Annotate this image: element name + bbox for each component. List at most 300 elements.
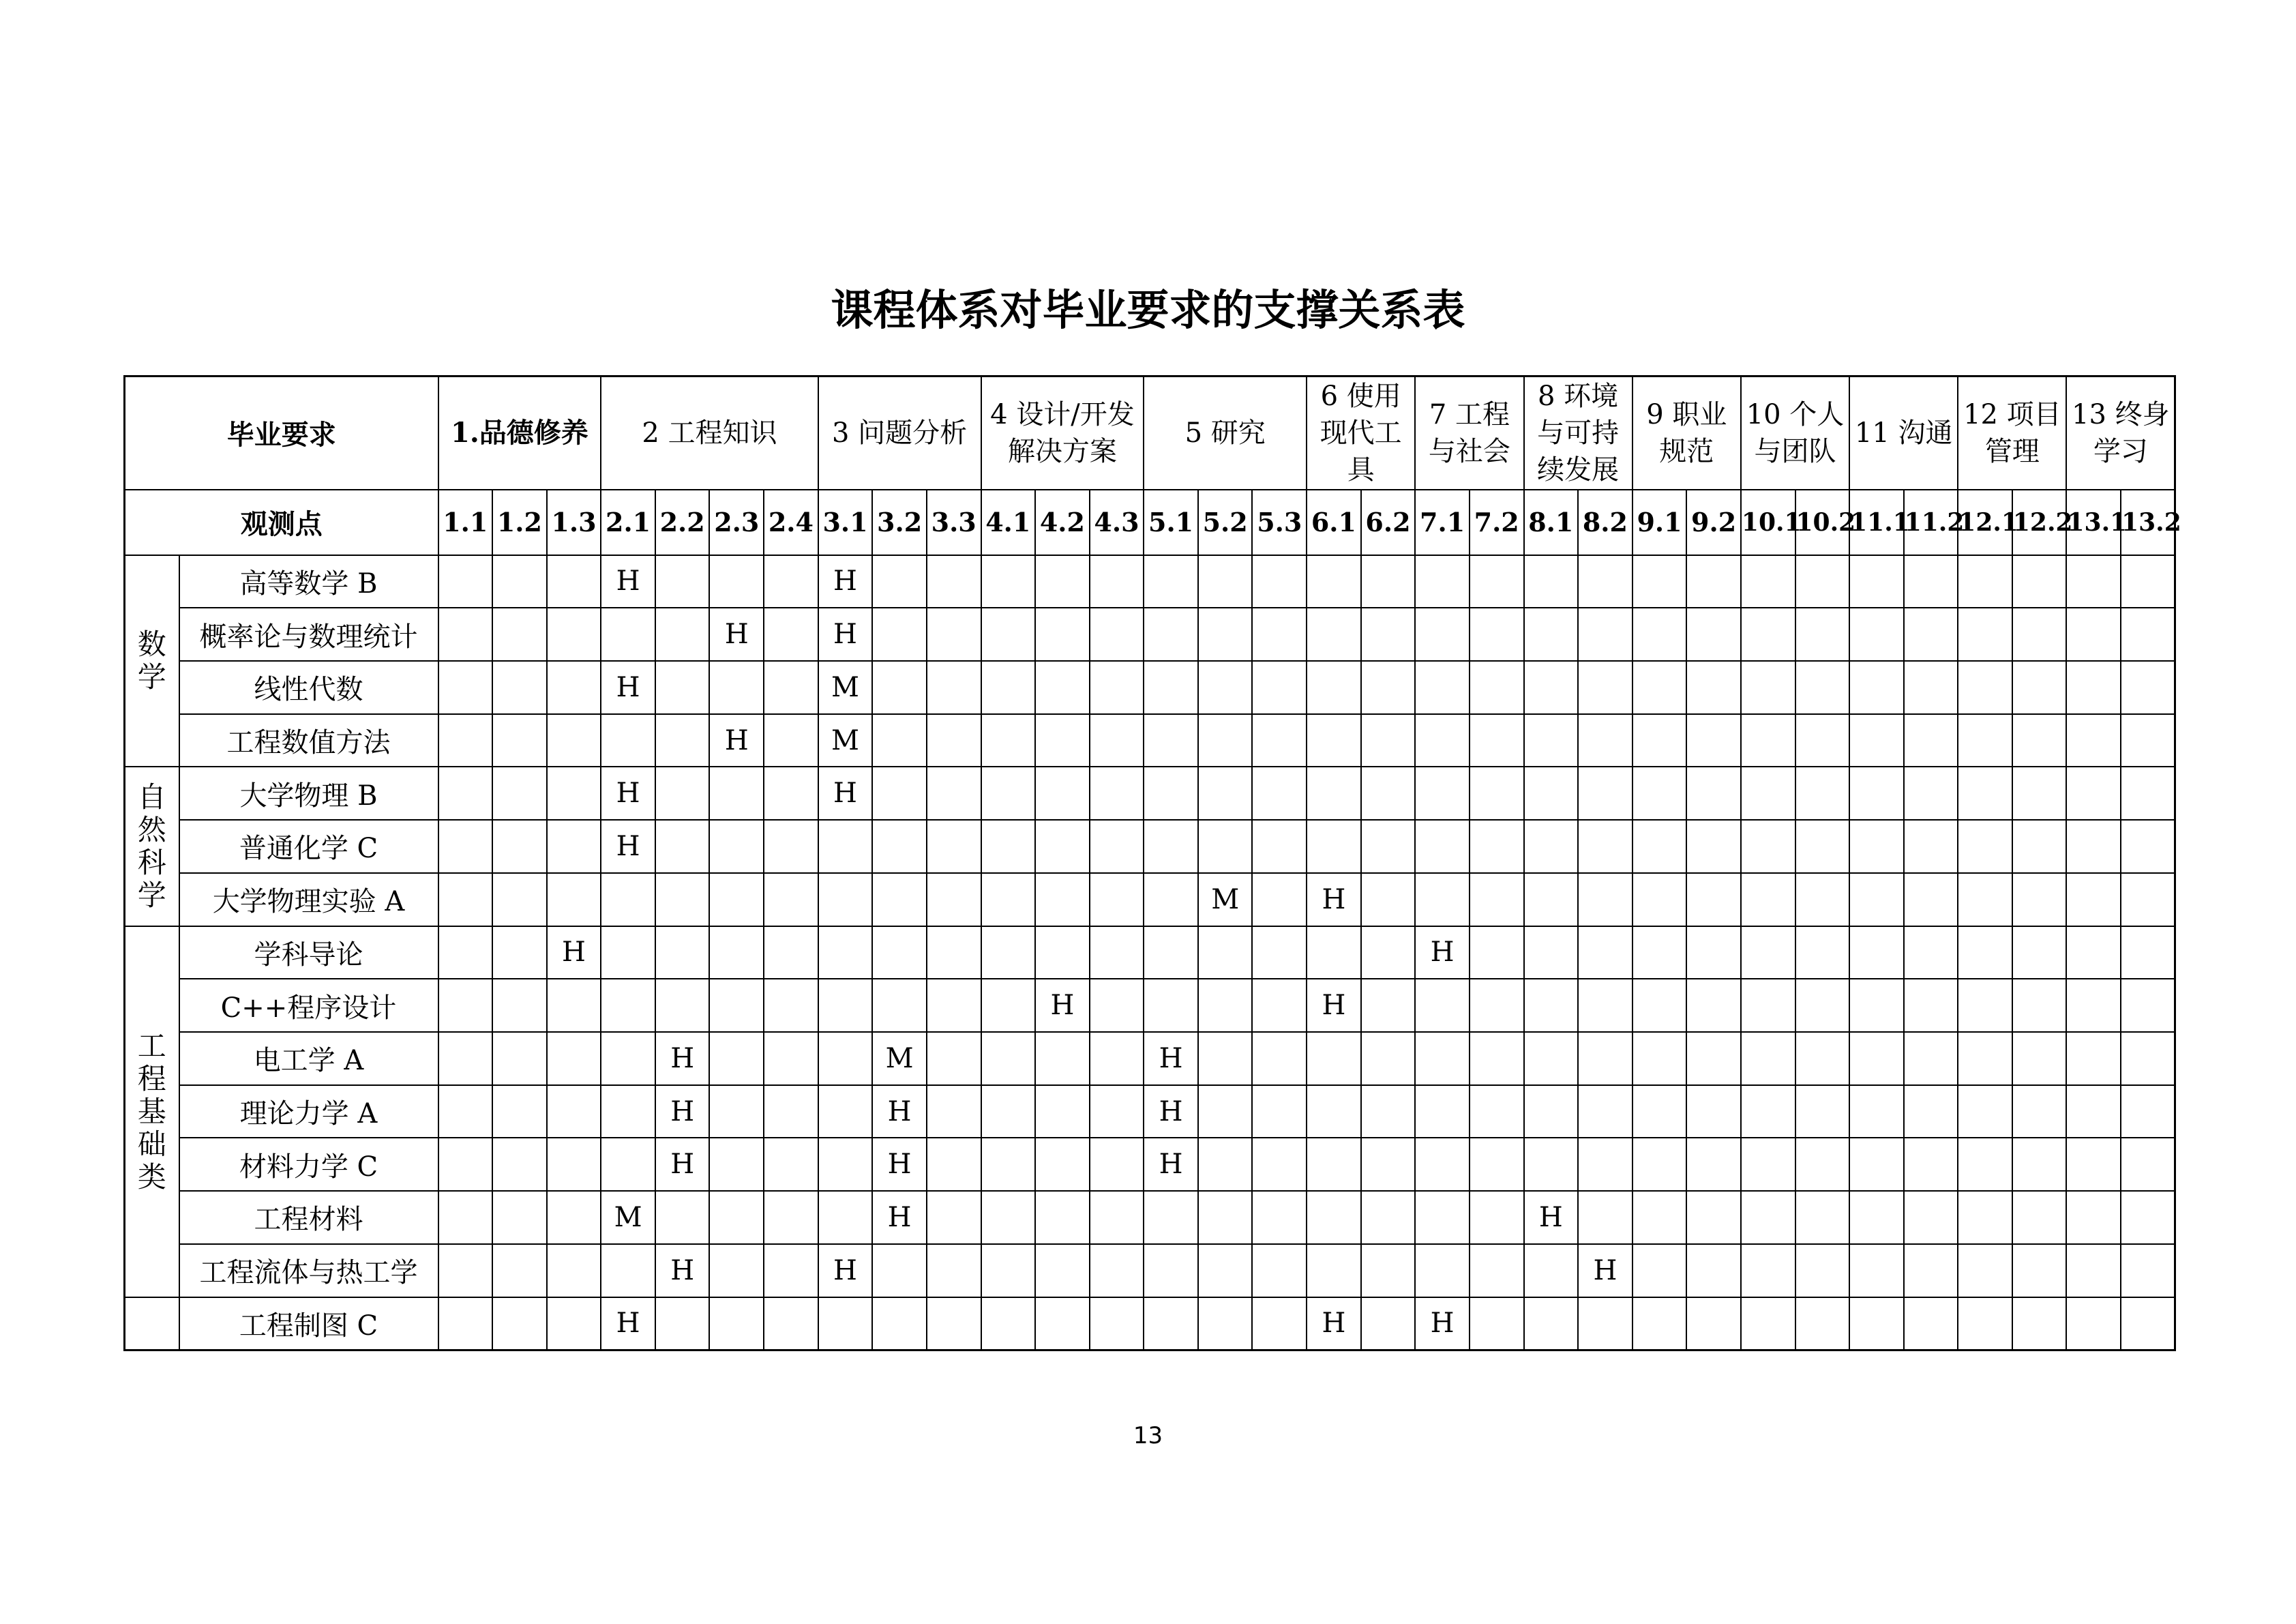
- support-level-cell: [1958, 873, 2012, 926]
- support-level-cell: [1524, 873, 1579, 926]
- support-level-cell: [1686, 1191, 1741, 1244]
- support-level-cell: [764, 873, 818, 926]
- observation-point: 2.4: [764, 490, 818, 555]
- support-level-cell: [1144, 608, 1198, 661]
- support-level-cell: [927, 714, 981, 767]
- observation-point: 9.1: [1632, 490, 1687, 555]
- support-level-cell: [1090, 555, 1144, 608]
- support-level-cell: [655, 661, 710, 714]
- support-level-cell: [1849, 661, 1904, 714]
- support-level-cell: M: [872, 1032, 927, 1085]
- support-level-cell: [1144, 926, 1198, 979]
- support-level-cell: [1361, 661, 1416, 714]
- support-level-cell: [438, 714, 493, 767]
- support-level-cell: [1958, 767, 2012, 820]
- support-level-cell: [1524, 820, 1579, 873]
- support-level-cell: [2121, 608, 2175, 661]
- support-level-cell: [927, 873, 981, 926]
- support-level-cell: [547, 979, 601, 1032]
- requirement-header: 9 职业规范: [1632, 377, 1741, 490]
- support-level-cell: [492, 661, 547, 714]
- support-level-cell: [1849, 714, 1904, 767]
- support-level-cell: [1795, 767, 1850, 820]
- support-level-cell: H: [818, 555, 873, 608]
- support-level-cell: M: [1198, 873, 1253, 926]
- support-level-cell: [1686, 1244, 1741, 1297]
- support-level-cell: [1252, 873, 1307, 926]
- support-level-cell: [1361, 873, 1416, 926]
- observation-point: 4.2: [1035, 490, 1090, 555]
- support-level-cell: [1198, 1191, 1253, 1244]
- support-level-cell: [1470, 979, 1524, 1032]
- table-row: [125, 873, 2175, 926]
- support-level-cell: [492, 979, 547, 1032]
- support-level-cell: [1741, 555, 1795, 608]
- support-level-cell: [764, 1191, 818, 1244]
- support-level-cell: [1252, 1244, 1307, 1297]
- table-row: [125, 1085, 2175, 1138]
- support-level-cell: [981, 661, 1036, 714]
- support-level-cell: [709, 926, 764, 979]
- support-level-cell: [818, 979, 873, 1032]
- table-row: [125, 661, 2175, 714]
- support-level-cell: [438, 1138, 493, 1191]
- support-level-cell: [1958, 1191, 2012, 1244]
- support-level-cell: [1307, 767, 1361, 820]
- support-level-cell: [1686, 555, 1741, 608]
- support-level-cell: H: [1415, 1297, 1470, 1350]
- support-level-cell: [2012, 1244, 2067, 1297]
- document-title: 课程体系对毕业要求的支撑关系表: [831, 285, 1465, 335]
- support-level-cell: [601, 714, 655, 767]
- support-level-cell: [492, 1244, 547, 1297]
- support-level-cell: [2066, 1138, 2121, 1191]
- course-name: 大学物理实验 A: [179, 873, 438, 926]
- support-level-cell: [1741, 714, 1795, 767]
- support-level-cell: [1741, 767, 1795, 820]
- course-name: 高等数学 B: [179, 555, 438, 608]
- support-level-cell: [655, 1191, 710, 1244]
- support-level-cell: H: [1307, 873, 1361, 926]
- support-level-cell: [764, 1297, 818, 1350]
- support-level-cell: [1849, 1244, 1904, 1297]
- requirement-header: 1.品德修养: [438, 377, 601, 490]
- support-level-cell: [1904, 661, 1958, 714]
- support-level-cell: [1795, 1297, 1850, 1350]
- support-level-cell: [927, 1032, 981, 1085]
- support-level-cell: [1144, 979, 1198, 1032]
- observation-point: 9.2: [1686, 490, 1741, 555]
- support-level-cell: [1252, 820, 1307, 873]
- support-level-cell: [1470, 1138, 1524, 1191]
- support-level-cell: [1904, 873, 1958, 926]
- support-level-cell: [1795, 608, 1850, 661]
- requirement-header: 4 设计/开发解决方案: [981, 377, 1144, 490]
- support-level-cell: [1795, 1138, 1850, 1191]
- observation-point: 11.1: [1849, 490, 1904, 555]
- support-level-cell: [1686, 820, 1741, 873]
- support-level-cell: [1632, 979, 1687, 1032]
- support-level-cell: [2121, 979, 2175, 1032]
- support-level-cell: [1958, 1138, 2012, 1191]
- support-level-cell: [1741, 661, 1795, 714]
- support-level-cell: [1958, 979, 2012, 1032]
- table-row: [125, 979, 2175, 1032]
- table-row: [125, 926, 2175, 979]
- support-level-cell: M: [818, 714, 873, 767]
- course-category-label: 工程基础类: [137, 1029, 166, 1194]
- support-level-cell: H: [601, 1297, 655, 1350]
- support-level-cell: [927, 979, 981, 1032]
- support-level-cell: [1958, 714, 2012, 767]
- support-level-cell: H: [709, 608, 764, 661]
- observation-point: 11.2: [1904, 490, 1958, 555]
- support-level-cell: [1524, 979, 1579, 1032]
- support-level-cell: [709, 1085, 764, 1138]
- support-level-cell: [492, 555, 547, 608]
- observation-point: 1.1: [438, 490, 493, 555]
- support-level-cell: [1904, 1244, 1958, 1297]
- support-level-cell: [1090, 608, 1144, 661]
- support-level-cell: [1035, 714, 1090, 767]
- support-level-cell: [1524, 555, 1579, 608]
- support-level-cell: [1415, 555, 1470, 608]
- support-level-cell: [1470, 555, 1524, 608]
- support-level-cell: [1795, 1032, 1850, 1085]
- support-level-cell: [981, 979, 1036, 1032]
- requirement-header: 11 沟通: [1849, 377, 1958, 490]
- support-level-cell: [764, 1085, 818, 1138]
- support-level-cell: [1904, 1297, 1958, 1350]
- support-level-cell: [2121, 1244, 2175, 1297]
- observation-point: 13.2: [2121, 490, 2175, 555]
- support-level-cell: [872, 661, 927, 714]
- support-level-cell: [981, 1244, 1036, 1297]
- support-level-cell: [1958, 608, 2012, 661]
- course-category: [125, 555, 179, 767]
- support-level-cell: [2121, 926, 2175, 979]
- support-level-cell: [1470, 820, 1524, 873]
- support-level-cell: [1524, 1138, 1579, 1191]
- support-level-cell: H: [1144, 1032, 1198, 1085]
- course-name: C++程序设计: [179, 979, 438, 1032]
- support-level-cell: [1632, 608, 1687, 661]
- support-level-cell: [764, 555, 818, 608]
- support-level-cell: [1361, 608, 1416, 661]
- support-level-cell: [1741, 820, 1795, 873]
- support-level-cell: [655, 926, 710, 979]
- support-level-cell: [547, 714, 601, 767]
- support-level-cell: [1524, 1297, 1579, 1350]
- support-level-cell: [981, 1191, 1036, 1244]
- support-level-cell: [492, 926, 547, 979]
- observation-points-row: [125, 490, 2175, 555]
- support-level-cell: [1470, 1297, 1524, 1350]
- support-level-cell: [764, 979, 818, 1032]
- observation-point: 13.1: [2066, 490, 2121, 555]
- course-category-label: 自然科学: [137, 780, 166, 912]
- support-level-cell: [601, 873, 655, 926]
- support-level-cell: [1686, 608, 1741, 661]
- support-level-cell: [547, 1191, 601, 1244]
- support-level-cell: [1252, 1297, 1307, 1350]
- support-level-cell: [655, 820, 710, 873]
- support-level-cell: [1686, 979, 1741, 1032]
- support-level-cell: [547, 661, 601, 714]
- support-level-cell: [709, 555, 764, 608]
- support-level-cell: [1849, 1191, 1904, 1244]
- support-level-cell: [1035, 1244, 1090, 1297]
- support-level-cell: [1632, 873, 1687, 926]
- support-level-cell: H: [655, 1138, 710, 1191]
- support-level-cell: [1849, 873, 1904, 926]
- support-level-cell: [1090, 1138, 1144, 1191]
- requirement-header: 2 工程知识: [601, 377, 818, 490]
- support-level-cell: [1795, 1191, 1850, 1244]
- support-level-cell: [1470, 873, 1524, 926]
- support-level-cell: [1415, 714, 1470, 767]
- support-level-cell: [2066, 1244, 2121, 1297]
- support-level-cell: [2012, 555, 2067, 608]
- observation-point: 6.2: [1361, 490, 1416, 555]
- support-level-cell: [438, 1297, 493, 1350]
- support-level-cell: [1632, 1244, 1687, 1297]
- support-level-cell: [601, 608, 655, 661]
- support-level-cell: H: [547, 926, 601, 979]
- support-level-cell: [764, 661, 818, 714]
- observation-point: 5.2: [1198, 490, 1253, 555]
- support-level-cell: [1090, 714, 1144, 767]
- support-level-cell: [1307, 1085, 1361, 1138]
- support-level-cell: [1795, 820, 1850, 873]
- support-level-cell: [1741, 1085, 1795, 1138]
- support-level-cell: H: [1307, 1297, 1361, 1350]
- support-level-cell: [438, 1191, 493, 1244]
- support-level-cell: [2121, 661, 2175, 714]
- support-level-cell: [1144, 1297, 1198, 1350]
- support-level-cell: [1795, 1244, 1850, 1297]
- support-level-cell: [1686, 873, 1741, 926]
- support-level-cell: [1090, 926, 1144, 979]
- support-level-cell: [1632, 1297, 1687, 1350]
- support-level-cell: [1578, 661, 1632, 714]
- support-level-cell: [2066, 767, 2121, 820]
- support-level-cell: [1470, 661, 1524, 714]
- requirement-header: 7 工程与社会: [1415, 377, 1523, 490]
- support-level-cell: [764, 1032, 818, 1085]
- header-observation-points: 观测点: [125, 490, 438, 555]
- support-level-cell: [872, 820, 927, 873]
- support-level-cell: [1578, 873, 1632, 926]
- support-level-cell: [1252, 1191, 1307, 1244]
- support-level-cell: [1361, 1138, 1416, 1191]
- support-level-cell: [1198, 1244, 1253, 1297]
- support-level-cell: [1741, 608, 1795, 661]
- support-level-cell: [764, 820, 818, 873]
- support-level-cell: [1035, 1191, 1090, 1244]
- support-level-cell: [818, 1297, 873, 1350]
- support-level-cell: [927, 1244, 981, 1297]
- support-level-cell: [1958, 1085, 2012, 1138]
- support-level-cell: [492, 767, 547, 820]
- support-level-cell: [927, 926, 981, 979]
- support-level-cell: [818, 1085, 873, 1138]
- support-level-cell: [1632, 767, 1687, 820]
- observation-point: 7.2: [1470, 490, 1524, 555]
- support-level-cell: H: [709, 714, 764, 767]
- support-level-cell: [1470, 1244, 1524, 1297]
- support-level-cell: [2012, 767, 2067, 820]
- support-level-cell: [547, 1297, 601, 1350]
- support-level-cell: [818, 926, 873, 979]
- support-level-cell: [927, 608, 981, 661]
- support-level-cell: [1415, 1032, 1470, 1085]
- support-level-cell: [1524, 1085, 1579, 1138]
- support-level-cell: [438, 926, 493, 979]
- support-level-cell: [1578, 979, 1632, 1032]
- support-level-cell: [927, 555, 981, 608]
- course-name: 电工学 A: [179, 1032, 438, 1085]
- support-level-cell: [1252, 767, 1307, 820]
- support-level-cell: [2012, 608, 2067, 661]
- support-level-cell: [1632, 661, 1687, 714]
- support-level-cell: [492, 1297, 547, 1350]
- support-level-cell: [438, 1032, 493, 1085]
- support-level-cell: [872, 767, 927, 820]
- table-row: [125, 1032, 2175, 1085]
- support-level-cell: [2012, 1138, 2067, 1191]
- support-level-cell: [818, 820, 873, 873]
- support-level-cell: [1741, 926, 1795, 979]
- observation-point: 12.1: [1958, 490, 2012, 555]
- support-level-cell: [1741, 1032, 1795, 1085]
- support-level-cell: [2012, 926, 2067, 979]
- support-level-cell: [2066, 555, 2121, 608]
- support-level-cell: [547, 820, 601, 873]
- support-level-cell: [1524, 926, 1579, 979]
- support-level-cell: [1470, 926, 1524, 979]
- requirements-support-table: [123, 375, 2181, 1351]
- support-level-cell: [1795, 555, 1850, 608]
- support-level-cell: [1252, 555, 1307, 608]
- support-level-cell: [1198, 661, 1253, 714]
- support-level-cell: [655, 1297, 710, 1350]
- support-level-cell: [1524, 1032, 1579, 1085]
- support-level-cell: [1795, 714, 1850, 767]
- table-row: [125, 1138, 2175, 1191]
- support-level-cell: [1252, 979, 1307, 1032]
- support-level-cell: [438, 979, 493, 1032]
- support-level-cell: [1307, 1191, 1361, 1244]
- support-level-cell: [1849, 1085, 1904, 1138]
- support-level-cell: [1741, 1244, 1795, 1297]
- support-level-cell: [1144, 1191, 1198, 1244]
- support-level-cell: [1252, 1085, 1307, 1138]
- support-level-cell: [1686, 767, 1741, 820]
- support-level-cell: [1307, 1032, 1361, 1085]
- support-level-cell: M: [601, 1191, 655, 1244]
- support-level-cell: [2066, 661, 2121, 714]
- table-row: [125, 714, 2175, 767]
- support-level-cell: [1904, 1191, 1958, 1244]
- support-level-cell: [1415, 979, 1470, 1032]
- support-level-cell: [601, 1138, 655, 1191]
- support-level-cell: [2066, 979, 2121, 1032]
- support-level-cell: [2121, 1138, 2175, 1191]
- support-level-cell: [1904, 979, 1958, 1032]
- support-level-cell: [1090, 1085, 1144, 1138]
- support-level-cell: H: [1144, 1138, 1198, 1191]
- support-level-cell: [1904, 926, 1958, 979]
- support-level-cell: [818, 1138, 873, 1191]
- support-level-cell: [818, 1032, 873, 1085]
- support-level-cell: [1307, 661, 1361, 714]
- support-level-cell: [1686, 1138, 1741, 1191]
- course-name: 普通化学 C: [179, 820, 438, 873]
- course-name: 理论力学 A: [179, 1085, 438, 1138]
- support-level-cell: [1252, 1138, 1307, 1191]
- support-level-cell: [1578, 1032, 1632, 1085]
- support-level-cell: [2066, 1297, 2121, 1350]
- support-level-cell: [764, 608, 818, 661]
- support-level-cell: H: [1035, 979, 1090, 1032]
- support-level-cell: H: [655, 1244, 710, 1297]
- support-level-cell: [2121, 714, 2175, 767]
- course-category: [125, 926, 179, 1297]
- support-level-cell: [981, 1085, 1036, 1138]
- support-level-cell: [1307, 555, 1361, 608]
- support-level-cell: [1198, 767, 1253, 820]
- support-level-cell: [1198, 926, 1253, 979]
- support-level-cell: [1198, 820, 1253, 873]
- support-level-cell: [1198, 608, 1253, 661]
- support-level-cell: [1090, 661, 1144, 714]
- support-level-cell: [1958, 926, 2012, 979]
- support-level-cell: [2012, 1191, 2067, 1244]
- support-level-cell: [655, 873, 710, 926]
- support-level-cell: [1849, 979, 1904, 1032]
- support-level-cell: [1090, 767, 1144, 820]
- requirement-header: 10 个人与团队: [1741, 377, 1849, 490]
- support-level-cell: [492, 1138, 547, 1191]
- support-level-cell: [601, 1085, 655, 1138]
- support-level-cell: [1198, 714, 1253, 767]
- support-level-cell: [655, 714, 710, 767]
- support-level-cell: [1632, 926, 1687, 979]
- observation-point: 1.3: [547, 490, 601, 555]
- support-level-cell: H: [655, 1085, 710, 1138]
- table-row: [125, 820, 2175, 873]
- support-level-cell: [1144, 661, 1198, 714]
- support-level-cell: [1741, 1138, 1795, 1191]
- support-level-cell: [1578, 1085, 1632, 1138]
- course-category: [125, 767, 179, 926]
- support-level-cell: [1307, 1244, 1361, 1297]
- support-level-cell: [872, 1244, 927, 1297]
- support-level-cell: [1741, 979, 1795, 1032]
- support-level-cell: [709, 1138, 764, 1191]
- observation-point: 2.2: [655, 490, 710, 555]
- support-level-cell: [1632, 555, 1687, 608]
- support-level-cell: [981, 820, 1036, 873]
- support-level-cell: [709, 1297, 764, 1350]
- support-level-cell: [1415, 820, 1470, 873]
- support-level-cell: [1035, 926, 1090, 979]
- support-level-cell: [764, 926, 818, 979]
- header-graduation-requirements: 毕业要求: [125, 377, 438, 490]
- support-level-cell: [1307, 714, 1361, 767]
- observation-point: 10.2: [1795, 490, 1850, 555]
